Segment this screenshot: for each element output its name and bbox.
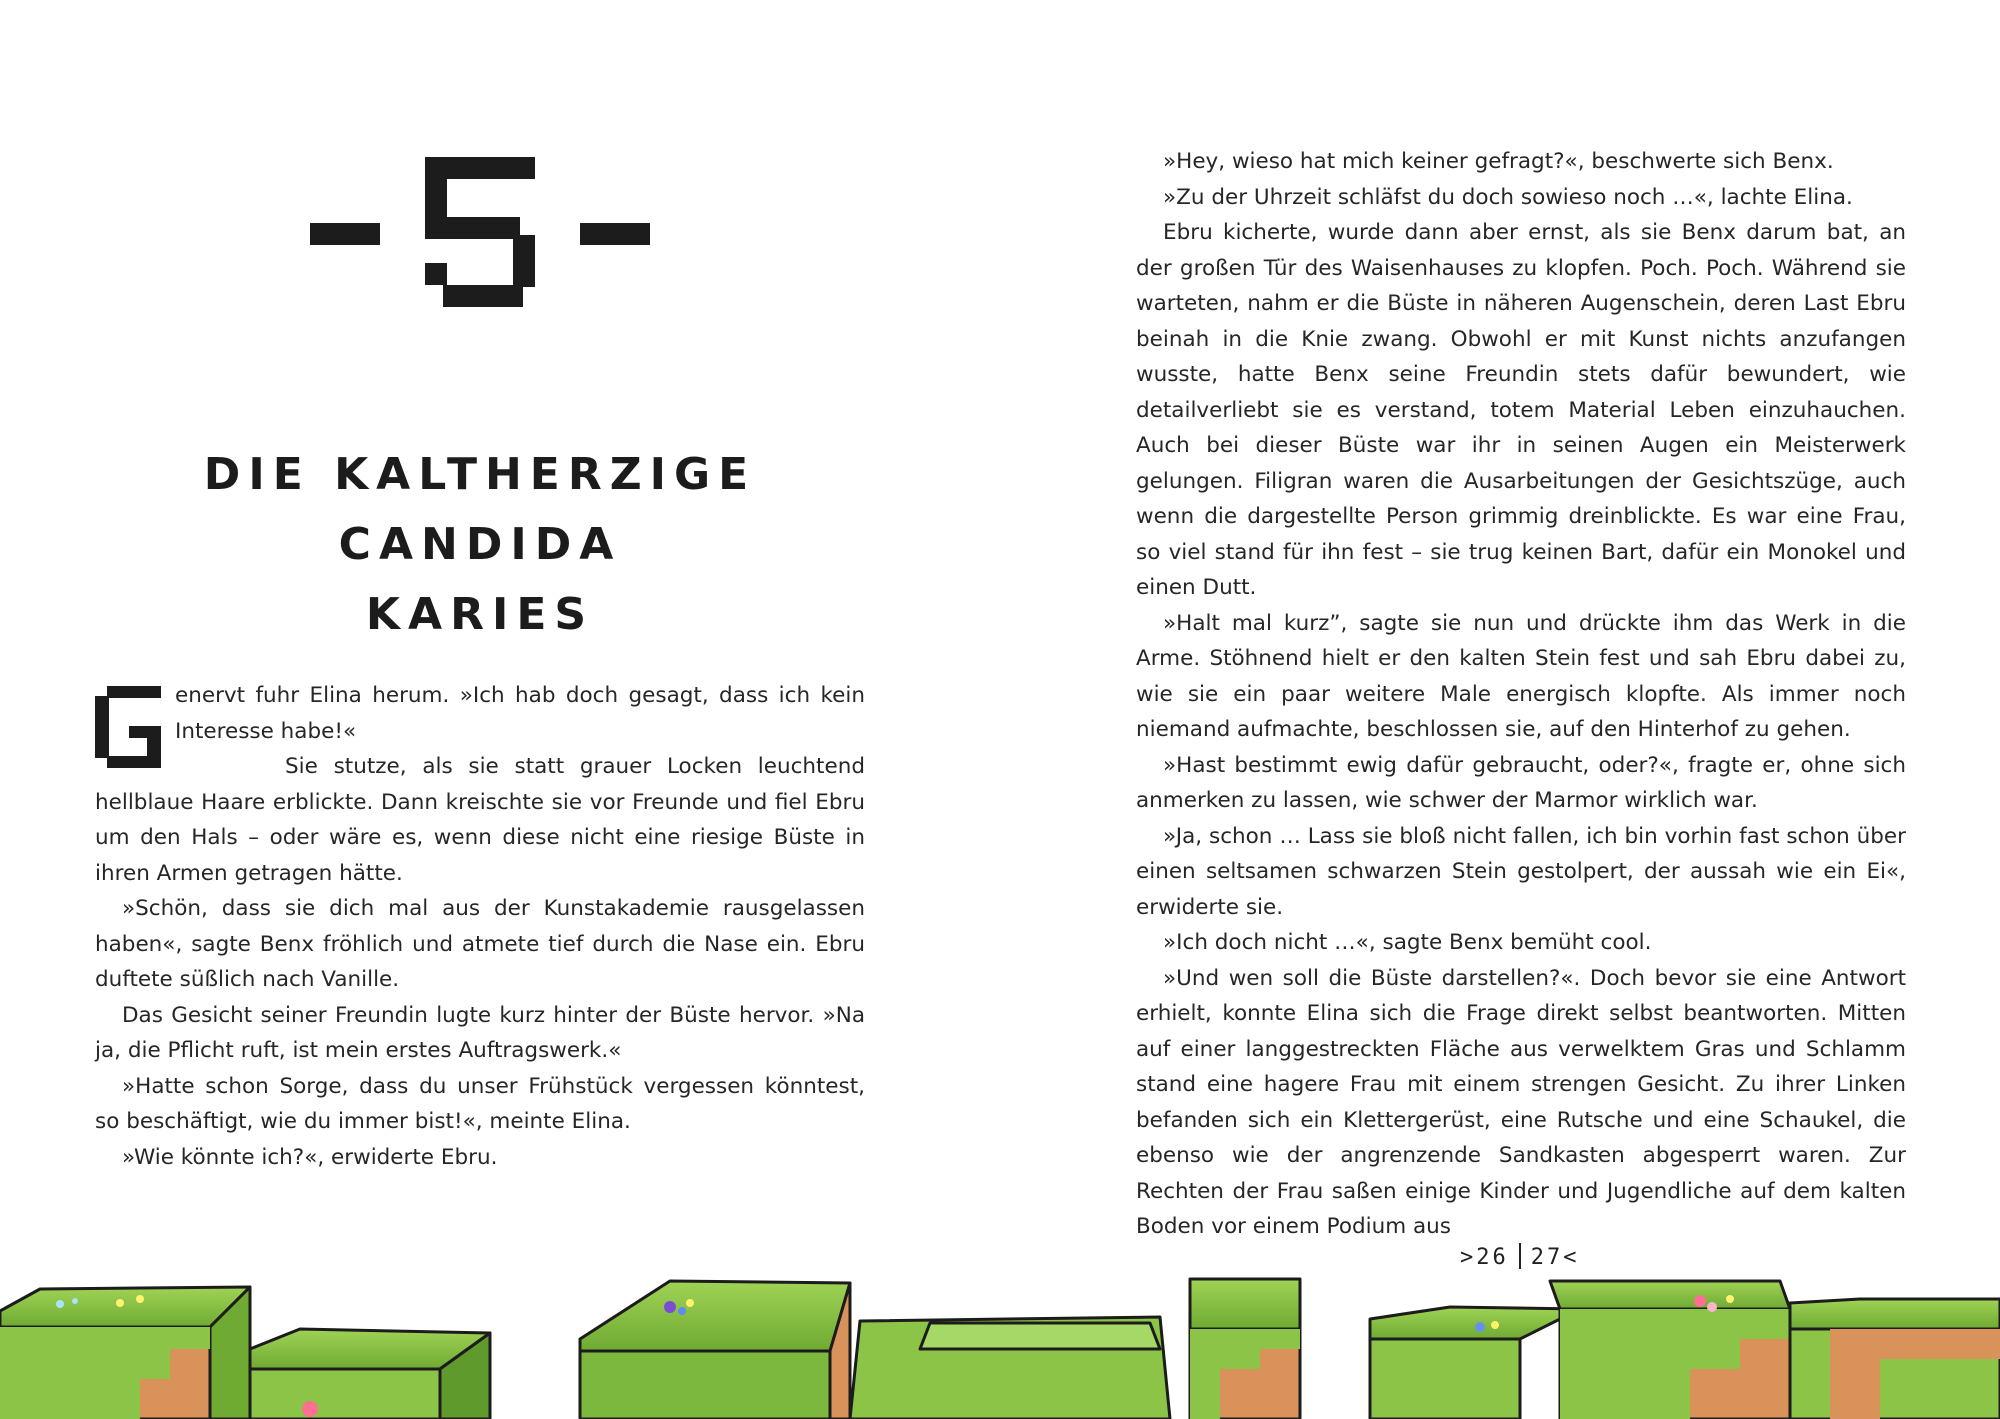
paragraph: enervt fuhr Elina herum. »Ich hab doch gesagt, dass ich kein Interesse habe!« <box>175 683 865 744</box>
paragraph: »Halt mal kurz”, sagte sie nun und drückte ihm das Werk in die Arme. Stöhnend hielt er den kalten Stein fest und sah Ebru dabei zu, wie sie ein paar weitere Male energisch klopfte. Als immer noch niemand aufmachte, beschlossen sie, auf den Hinterhof zu gehen. <box>1136 610 1906 742</box>
paragraph: »Ja, schon … Lass sie bloß nicht fallen, ich bin vorhin fast schon über einen seltsamen schwarzen Stein gestolpert, der aussah wie ein Ei«, erwiderte sie. <box>1136 823 1906 920</box>
left-body-text <box>95 678 865 1175</box>
paragraph: »Zu der Uhrzeit schläfst du doch sowieso noch …«, lachte Elina. <box>1163 184 1853 210</box>
paragraph: »Und wen soll die Büste darstellen?«. Doch bevor sie eine Antwort erhielt, konnte Elina sich die Frage direkt selbst beantworten. Mitten auf einer langgestreckten Fläche aus verwelktem Gras und Schlamm stand eine hagere Frau mit einem strengen Gesicht. Zu ihrer Linken befanden sich ein Klettergerüst, eine Rutsche und eine Schaukel, die ebenso wie der angrenzende Sandkasten abgesperrt waren. Zur Rechten der Frau saßen einige Kinder und Jugendliche auf dem kalten Boden vor einem Podium aus <box>1136 965 1906 1239</box>
grass-blocks-illustration <box>0 1269 2000 1419</box>
right-page <box>1000 0 2000 1419</box>
page-number-close-glyph: < <box>1563 1245 1580 1270</box>
chapter-title <box>95 440 865 650</box>
page-number-divider <box>1519 1243 1521 1269</box>
paragraph: Das Gesicht seiner Freundin lugte kurz hinter der Büste hervor. »Na ja, die Pflicht ruft, ist mein erstes Auftragswerk.« <box>95 1002 865 1063</box>
paragraph: »Hey, wieso hat mich keiner gefragt?«, beschwerte sich Benx. <box>1163 149 1834 174</box>
paragraph: Sie stutze, als sie statt grauer Locken leuchtend hellblaue Haare erblickte. Dann kreischte sie vor Freunde und fiel Ebru um den Hals – oder wäre es, wenn diese nicht eine riesige Büste in ihren Armen getragen hätte. <box>95 754 865 886</box>
page-number-left: 26 <box>1476 1245 1509 1270</box>
paragraph: »Ich doch nicht …«, sagte Benx bemüht cool. <box>1163 930 1652 955</box>
paragraph: »Hast bestimmt ewig dafür gebraucht, oder?«, fragte er, ohne sich anmerken zu lassen, wie schwer der Marmor wirklich war. <box>1136 752 1906 813</box>
page-number-right: 27 <box>1530 1245 1564 1270</box>
chapter-title-line-2: KARIES <box>365 589 595 640</box>
paragraph: Ebru kicherte, wurde dann aber ernst, als sie Benx darum bat, an der großen Tür des Waisenhauses zu klopfen. Poch. Poch. Während sie warteten, nahm er die Büste in näheren Augenschein, deren Last Ebru beinah in die Knie zwang. Obwohl er mit Kunst nichts anzufangen wusste, hatte Benx seine Freundin stets dafür bewundert, wie detailverliebt sie es verstand, totem Material Leben einzuhauchen. Auch bei dieser Büste war ihr in seinen Augen ein Meisterwerk gelungen. Filigran waren die Ausarbeitungen der Gesichtszüge, auch wenn die dargestellte Person grimmig dreinblickte. Es war eine Frau, so viel stand für ihn fest – sie trug keinen Bart, dafür ein Monokel und einen Dutt. <box>1136 220 1906 600</box>
paragraph: »Schön, dass sie dich mal aus der Kunstakademie rausgelassen haben«, sagte Benx fröhlich und atmete tief durch die Nase ein. Ebru duftete süßlich nach Vanille. <box>95 896 865 992</box>
paragraph: »Wie könnte ich?«, erwiderte Ebru. <box>122 1144 498 1170</box>
right-body-text <box>1136 144 1906 1245</box>
page-number-open-glyph: > <box>1460 1245 1477 1270</box>
chapter-title-line-1: DIE KALTHERZIGE CANDIDA <box>203 449 757 570</box>
paragraph: »Hatte schon Sorge, dass du unser Frühstück vergessen könntest, so beschäftigt, wie du immer bist!«, meinte Elina. <box>95 1073 865 1134</box>
chapter-number-graphic <box>310 155 650 315</box>
dropcap-letter <box>95 686 161 768</box>
